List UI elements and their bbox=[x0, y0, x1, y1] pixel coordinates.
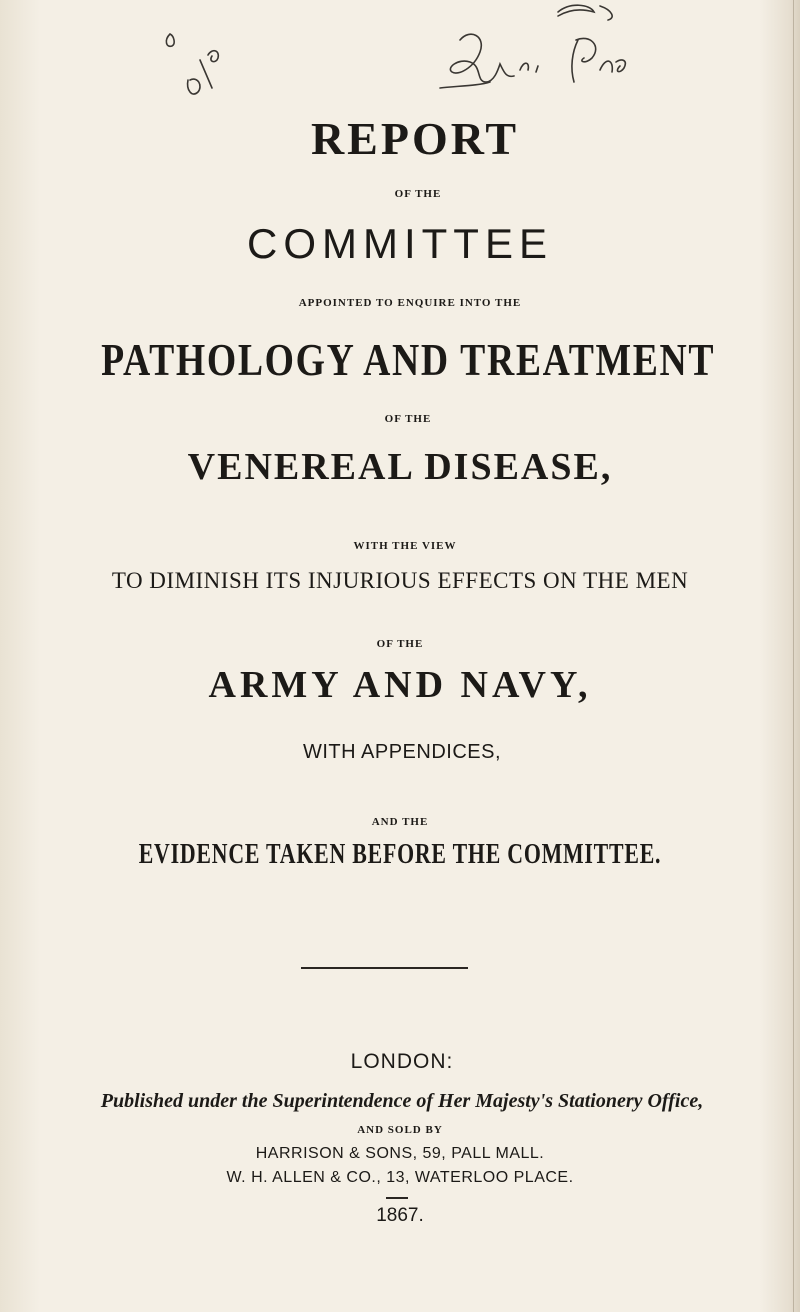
annotation-mark-figure bbox=[166, 34, 174, 46]
forces-heading: ARMY AND NAVY, bbox=[208, 664, 592, 706]
appendices-line: WITH APPENDICES, bbox=[302, 741, 502, 763]
divider-rule bbox=[301, 967, 468, 969]
annotation-signature-tail bbox=[520, 63, 538, 72]
and-the-line: AND THE bbox=[371, 816, 429, 828]
committee-heading: COMMITTEE bbox=[247, 220, 553, 267]
of-the-line: OF THE bbox=[384, 413, 432, 425]
divider-rule-small bbox=[386, 1197, 408, 1199]
report-title: REPORT bbox=[310, 113, 520, 164]
annotation-signature-right bbox=[572, 38, 625, 82]
imprint-sold-by: AND SOLD BY bbox=[357, 1124, 443, 1136]
subject-heading: PATHOLOGY AND TREATMENT bbox=[101, 334, 716, 385]
imprint-year: 1867. bbox=[376, 1205, 424, 1226]
annotation-mark-left bbox=[188, 51, 219, 94]
of-the-line: OF THE bbox=[394, 188, 442, 200]
disease-heading: VENEREAL DISEASE, bbox=[187, 446, 613, 488]
appointed-line: APPOINTED TO ENQUIRE INTO THE bbox=[298, 297, 522, 309]
annotation-loop-top bbox=[558, 5, 612, 20]
evidence-heading: EVIDENCE TAKEN BEFORE THE COMMITTEE. bbox=[138, 839, 662, 870]
imprint-seller-2: W. H. ALLEN & CO., 13, WATERLOO PLACE. bbox=[226, 1169, 574, 1186]
imprint-seller-1: HARRISON & SONS, 59, PALL MALL. bbox=[255, 1145, 545, 1162]
handwritten-annotation bbox=[0, 0, 800, 110]
purpose-line: TO DIMINISH ITS INJURIOUS EFFECTS ON THE MEN bbox=[111, 568, 689, 593]
with-view-line: WITH THE VIEW bbox=[353, 540, 457, 552]
of-the-line: OF THE bbox=[376, 638, 424, 650]
imprint-publisher: Published under the Superintendence of Her Majesty's Stationery Office, bbox=[100, 1090, 704, 1112]
annotation-signature-main bbox=[440, 34, 514, 88]
imprint-city: LONDON: bbox=[350, 1050, 454, 1073]
